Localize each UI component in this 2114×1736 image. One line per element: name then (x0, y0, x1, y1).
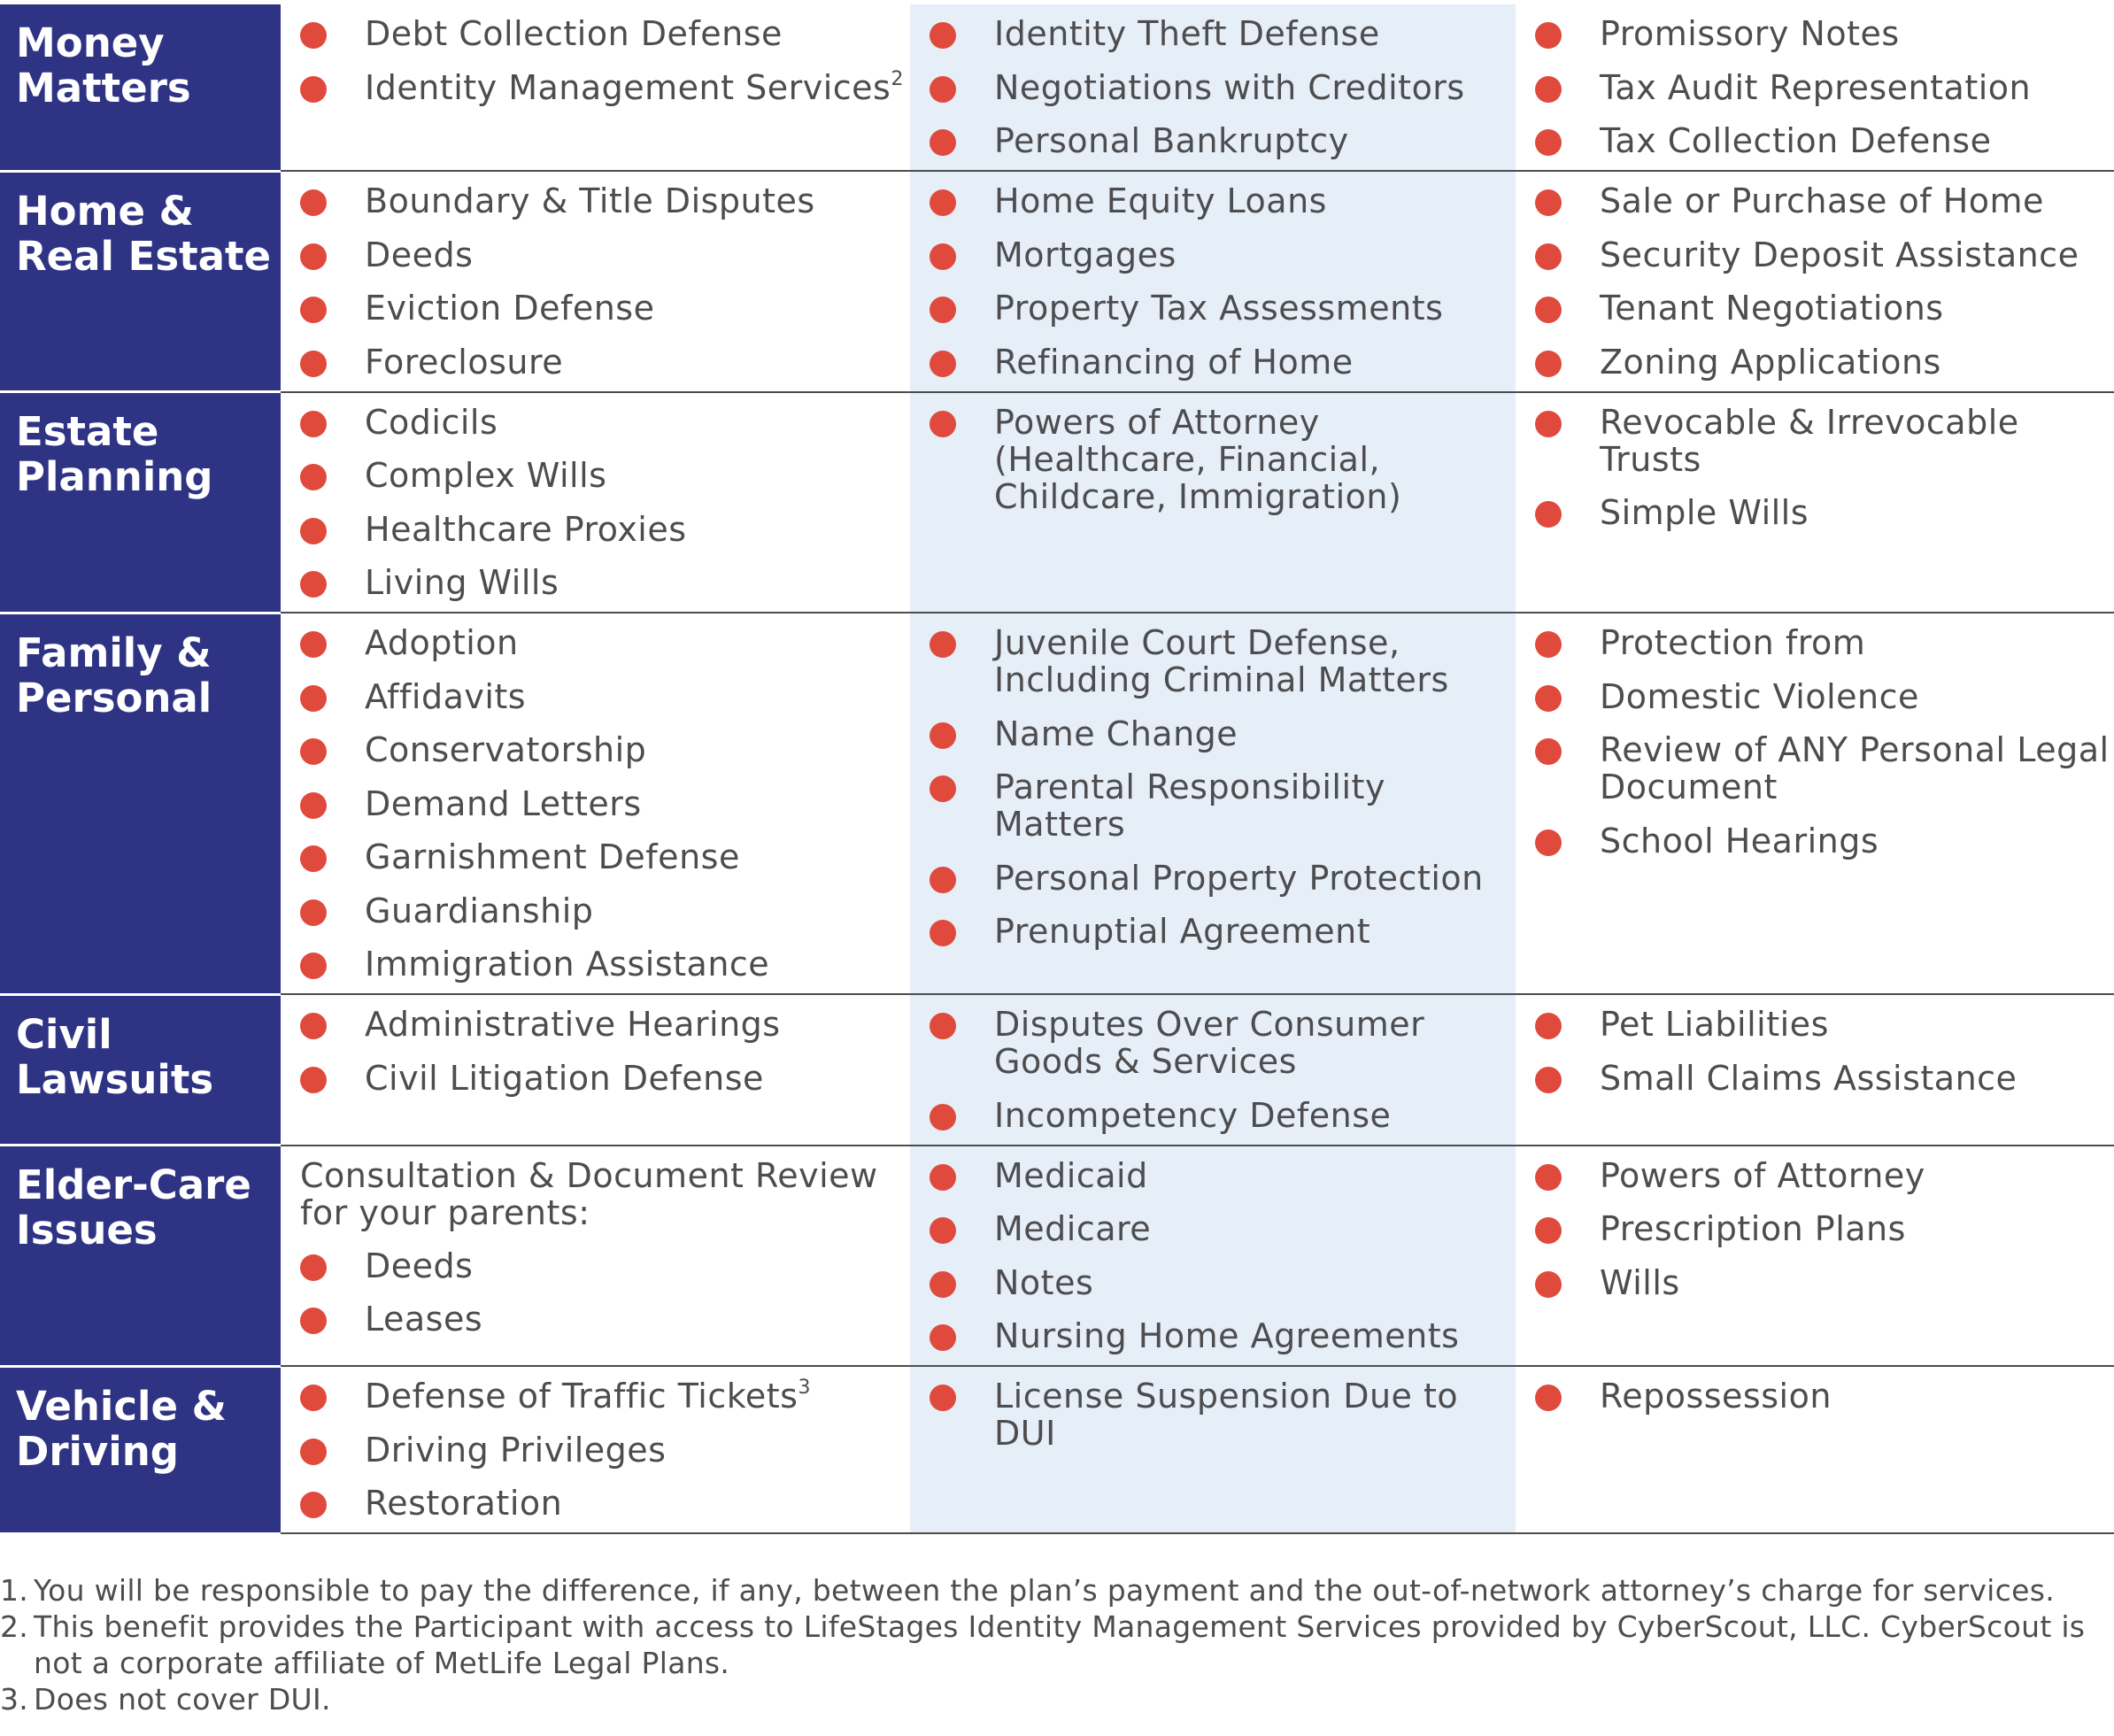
service-item (910, 1210, 1516, 1247)
service-item (1516, 1264, 2114, 1301)
service-label: Notes (994, 1262, 1094, 1302)
bullet-icon (1535, 129, 1562, 156)
service-item (281, 624, 910, 661)
service-label: Disputes Over Consumer Goods & Services (994, 1005, 1425, 1081)
service-label: Tax Collection Defense (1600, 121, 1992, 160)
footnote (0, 1681, 2098, 1717)
service-label: Juvenile Court Defense, Including Criminal Matters (994, 623, 1449, 699)
footnote-reference: 2 (891, 67, 904, 90)
bullet-icon (930, 722, 956, 749)
service-item (281, 236, 910, 274)
service-label: Mortgages (994, 235, 1177, 274)
service-item (281, 1300, 910, 1338)
service-item (910, 122, 1516, 159)
bullet-icon (930, 1013, 956, 1039)
bullet-icon (1535, 1217, 1562, 1244)
bullet-icon (930, 76, 956, 103)
bullet-icon (1535, 1067, 1562, 1093)
bullet-icon (300, 464, 327, 490)
service-column-2 (910, 1146, 1516, 1367)
category-title: Estate Planning (0, 392, 281, 613)
bullet-icon (930, 129, 956, 156)
bullet-icon (300, 351, 327, 377)
bullet-icon (300, 1308, 327, 1334)
bullet-icon (930, 1164, 956, 1191)
service-item (281, 564, 910, 601)
footnote (0, 1572, 2098, 1609)
service-list (910, 624, 1516, 950)
service-item (1516, 1060, 2114, 1097)
service-item (1516, 182, 2114, 220)
service-column-2 (910, 1366, 1516, 1533)
service-label: Wills (1600, 1262, 1680, 1302)
bullet-icon (1535, 189, 1562, 216)
footnote-number: 3. (0, 1682, 29, 1717)
service-column-3 (1516, 4, 2114, 171)
bullet-icon (930, 22, 956, 49)
service-label: Repossession (1600, 1377, 1832, 1416)
bullet-icon (930, 1385, 956, 1411)
service-label: Defense of Traffic Tickets (365, 1377, 799, 1416)
service-item (910, 913, 1516, 950)
service-item (281, 1006, 910, 1043)
bullet-icon (300, 685, 327, 712)
bullet-icon (1535, 22, 1562, 49)
service-label: Living Wills (365, 563, 559, 602)
service-list (910, 1377, 1516, 1452)
bullet-icon (300, 899, 327, 926)
service-label: Property Tax Assessments (994, 289, 1444, 328)
service-label: Complex Wills (365, 456, 607, 495)
service-label: Medicare (994, 1209, 1152, 1248)
category-row (0, 1146, 2114, 1367)
service-list (1516, 182, 2114, 381)
service-label: Personal Property Protection (994, 858, 1484, 898)
category-row (0, 171, 2114, 392)
service-item (1516, 343, 2114, 381)
bullet-icon (300, 1439, 327, 1465)
bullet-icon (300, 76, 327, 103)
service-item (910, 1097, 1516, 1134)
category-row (0, 1366, 2114, 1533)
bullet-icon (300, 1013, 327, 1039)
category-title: Home & Real Estate (0, 171, 281, 392)
bullet-icon (300, 845, 327, 872)
service-item (281, 1247, 910, 1285)
service-label: Domestic Violence (1600, 676, 1919, 716)
service-item (910, 1377, 1516, 1452)
category-title: Civil Lawsuits (0, 994, 281, 1146)
service-label: Powers of Attorney (Healthcare, Financial, Childcare, Immigration) (994, 402, 1402, 516)
bullet-icon (300, 1492, 327, 1518)
service-label: Prenuptial Agreement (994, 912, 1371, 951)
service-column-3 (1516, 171, 2114, 392)
bullet-icon (300, 1254, 327, 1281)
bullet-icon (930, 351, 956, 377)
service-label: Small Claims Assistance (1600, 1058, 2018, 1098)
category-title: Family & Personal (0, 613, 281, 994)
service-label: Civil Litigation Defense (365, 1058, 764, 1098)
service-item (1516, 236, 2114, 274)
category-row (0, 392, 2114, 613)
service-label: Medicaid (994, 1155, 1148, 1195)
footnote-text: Does not cover DUI. (34, 1682, 331, 1717)
service-label: Security Deposit Assistance (1600, 235, 2079, 274)
service-list (910, 15, 1516, 159)
service-label: Eviction Defense (365, 289, 655, 328)
bullet-icon (1535, 1164, 1562, 1191)
bullet-icon (300, 518, 327, 544)
bullet-icon (300, 1067, 327, 1093)
service-label: Codicils (365, 402, 498, 442)
service-item (910, 768, 1516, 843)
service-item (281, 289, 910, 327)
service-label: School Hearings (1600, 821, 1879, 860)
service-column-1 (281, 994, 910, 1146)
bullet-icon (300, 571, 327, 598)
service-item (281, 892, 910, 930)
service-label: Home Equity Loans (994, 181, 1327, 220)
service-label: Foreclosure (365, 342, 564, 382)
service-item (281, 1431, 910, 1469)
bullet-icon (1535, 1271, 1562, 1298)
service-item (910, 1264, 1516, 1301)
service-label: Revocable & Irrevocable Trusts (1600, 402, 2019, 479)
service-list (1516, 1377, 2114, 1415)
bullet-icon (300, 189, 327, 216)
coverage-table (0, 4, 2114, 1535)
bullet-icon (930, 1271, 956, 1298)
service-label: Promissory Notes (1600, 14, 1900, 53)
service-label: Identity Theft Defense (994, 14, 1380, 53)
bullet-icon (300, 738, 327, 765)
service-label: Deeds (365, 235, 474, 274)
service-item (281, 731, 910, 768)
bullet-icon (930, 1324, 956, 1351)
service-list (281, 624, 910, 983)
bullet-icon (930, 631, 956, 658)
service-item (281, 343, 910, 381)
service-label: Protection from (1600, 623, 1866, 662)
category-row (0, 613, 2114, 994)
bullet-icon (1535, 685, 1562, 712)
service-item (910, 236, 1516, 274)
bullet-icon (300, 1385, 327, 1411)
service-label: Garnishment Defense (365, 837, 740, 876)
service-item (281, 457, 910, 494)
service-item (281, 678, 910, 715)
service-item (910, 1006, 1516, 1080)
category-row (0, 4, 2114, 171)
service-list (281, 182, 910, 381)
service-item (281, 1060, 910, 1097)
bullet-icon (300, 22, 327, 49)
bullet-icon (300, 243, 327, 270)
service-item (1516, 404, 2114, 478)
service-label: Name Change (994, 714, 1238, 753)
category-row (0, 994, 2114, 1146)
bullet-icon (1535, 243, 1562, 270)
service-item (910, 69, 1516, 106)
service-label: Affidavits (365, 676, 527, 716)
service-label: Pet Liabilities (1600, 1005, 1829, 1044)
service-item (1516, 1210, 2114, 1247)
service-item (910, 624, 1516, 698)
bullet-icon (1535, 1385, 1562, 1411)
service-item (281, 1377, 910, 1415)
service-item (1516, 122, 2114, 159)
service-column-3 (1516, 994, 2114, 1146)
service-column-3 (1516, 613, 2114, 994)
service-label: Deeds (365, 1246, 474, 1285)
service-column-1 (281, 4, 910, 171)
bullet-icon (930, 920, 956, 946)
service-label: Zoning Applications (1600, 342, 1941, 382)
bullet-icon (300, 792, 327, 819)
service-list (1516, 1157, 2114, 1301)
footnote (0, 1609, 2098, 1681)
service-column-1 (281, 171, 910, 392)
service-column-2 (910, 392, 1516, 613)
service-list (281, 1006, 910, 1097)
service-label: Parental Responsibility Matters (994, 768, 1385, 844)
bullet-icon (930, 243, 956, 270)
service-column-1 (281, 1366, 910, 1533)
service-label: Identity Management Services (365, 67, 891, 107)
service-item (1516, 15, 2114, 52)
service-column-3 (1516, 1366, 2114, 1533)
footnote-reference: 3 (798, 1377, 811, 1399)
service-item (281, 511, 910, 548)
bullet-icon (300, 953, 327, 979)
bullet-icon (1535, 829, 1562, 856)
service-column-2 (910, 613, 1516, 994)
service-list (1516, 624, 2114, 860)
service-item (1516, 822, 2114, 860)
service-list (1516, 1006, 2114, 1097)
service-item (1516, 69, 2114, 106)
service-item (1516, 1006, 2114, 1043)
service-column-1 (281, 613, 910, 994)
service-list (910, 1006, 1516, 1134)
category-title: Elder-Care Issues (0, 1146, 281, 1367)
service-label: Powers of Attorney (1600, 1155, 1925, 1195)
service-list (910, 182, 1516, 381)
service-list (1516, 15, 2114, 159)
bullet-icon (930, 297, 956, 323)
service-label: Conservatorship (365, 730, 647, 769)
footnote-number: 2. (0, 1609, 29, 1644)
service-list (910, 1157, 1516, 1355)
service-item (1516, 494, 2114, 531)
footnote-text: This benefit provides the Participant with access to LifeStages Identity Management Services provided by CyberScout, LLC. CyberScout is not a corporate affiliate of MetLife Legal Plans. (34, 1609, 2086, 1680)
service-label: Tax Audit Representation (1600, 67, 2032, 107)
service-item (281, 785, 910, 822)
footnotes (0, 1572, 2098, 1717)
service-label: Restoration (365, 1484, 563, 1523)
bullet-icon (930, 189, 956, 216)
service-label: Immigration Assistance (365, 945, 770, 984)
service-list (1516, 404, 2114, 532)
service-label: Administrative Hearings (365, 1005, 781, 1044)
service-label: Driving Privileges (365, 1430, 667, 1470)
footnote-number: 1. (0, 1573, 29, 1608)
bullet-icon (1535, 1013, 1562, 1039)
service-item (1516, 1157, 2114, 1194)
bullet-icon (1535, 411, 1562, 437)
column-intro-text: Consultation & Document Review for your parents: (300, 1155, 878, 1232)
service-item (281, 69, 910, 106)
service-item (910, 1157, 1516, 1194)
service-column-2 (910, 171, 1516, 392)
bullet-icon (300, 631, 327, 658)
service-label: Guardianship (365, 891, 594, 930)
category-title: Money Matters (0, 4, 281, 171)
bullet-icon (930, 1217, 956, 1244)
bullet-icon (300, 411, 327, 437)
service-item (1516, 731, 2114, 806)
service-label: Boundary & Title Disputes (365, 181, 815, 220)
service-label: Prescription Plans (1600, 1209, 1906, 1248)
bullet-icon (1535, 297, 1562, 323)
footnote-text: You will be responsible to pay the difference, if any, between the plan’s payment and the out-of-network attorney’s charge for services. (34, 1573, 2055, 1608)
service-item (910, 860, 1516, 897)
service-column-3 (1516, 1146, 2114, 1367)
service-item (281, 182, 910, 220)
service-column-3 (1516, 392, 2114, 613)
service-list (281, 404, 910, 602)
service-label: Healthcare Proxies (365, 509, 687, 549)
category-title: Vehicle & Driving (0, 1366, 281, 1533)
service-list (910, 404, 1516, 515)
bullet-icon (930, 775, 956, 802)
service-item (281, 15, 910, 52)
service-item (1516, 289, 2114, 327)
service-label: Review of ANY Personal Legal Document (1600, 730, 2110, 806)
bullet-icon (1535, 76, 1562, 103)
service-item (910, 15, 1516, 52)
service-item (281, 838, 910, 876)
service-list (281, 1377, 910, 1522)
service-label: License Suspension Due to DUI (994, 1377, 1459, 1453)
service-item (281, 945, 910, 983)
bullet-icon (1535, 738, 1562, 765)
service-item (910, 289, 1516, 327)
bullet-icon (930, 411, 956, 437)
bullet-icon (1535, 351, 1562, 377)
service-label: Refinancing of Home (994, 342, 1354, 382)
service-item (910, 1317, 1516, 1354)
service-item (281, 404, 910, 441)
service-item (910, 182, 1516, 220)
service-column-1 (281, 1146, 910, 1367)
service-label: Incompetency Defense (994, 1095, 1392, 1135)
service-item (1516, 678, 2114, 715)
service-label: Leases (365, 1300, 483, 1339)
service-item (910, 715, 1516, 752)
service-label: Negotiations with Creditors (994, 67, 1465, 107)
bullet-icon (930, 867, 956, 893)
service-item (910, 343, 1516, 381)
service-label: Nursing Home Agreements (994, 1316, 1460, 1355)
bullet-icon (1535, 631, 1562, 658)
service-label: Adoption (365, 623, 519, 662)
bullet-icon (1535, 501, 1562, 528)
service-column-2 (910, 994, 1516, 1146)
service-column-1 (281, 392, 910, 613)
service-item (1516, 624, 2114, 661)
service-item (281, 1485, 910, 1522)
service-label: Personal Bankruptcy (994, 121, 1349, 160)
service-label: Sale or Purchase of Home (1600, 181, 2044, 220)
service-column-2 (910, 4, 1516, 171)
service-list (281, 1247, 910, 1339)
bullet-icon (300, 297, 327, 323)
coverage-table-body (0, 4, 2114, 1533)
service-list (281, 15, 910, 106)
service-label: Demand Letters (365, 783, 642, 823)
service-label: Debt Collection Defense (365, 14, 783, 53)
service-item (1516, 1377, 2114, 1415)
service-label: Simple Wills (1600, 493, 1809, 532)
bullet-icon (930, 1104, 956, 1130)
service-label: Tenant Negotiations (1600, 289, 1944, 328)
service-item (910, 404, 1516, 515)
